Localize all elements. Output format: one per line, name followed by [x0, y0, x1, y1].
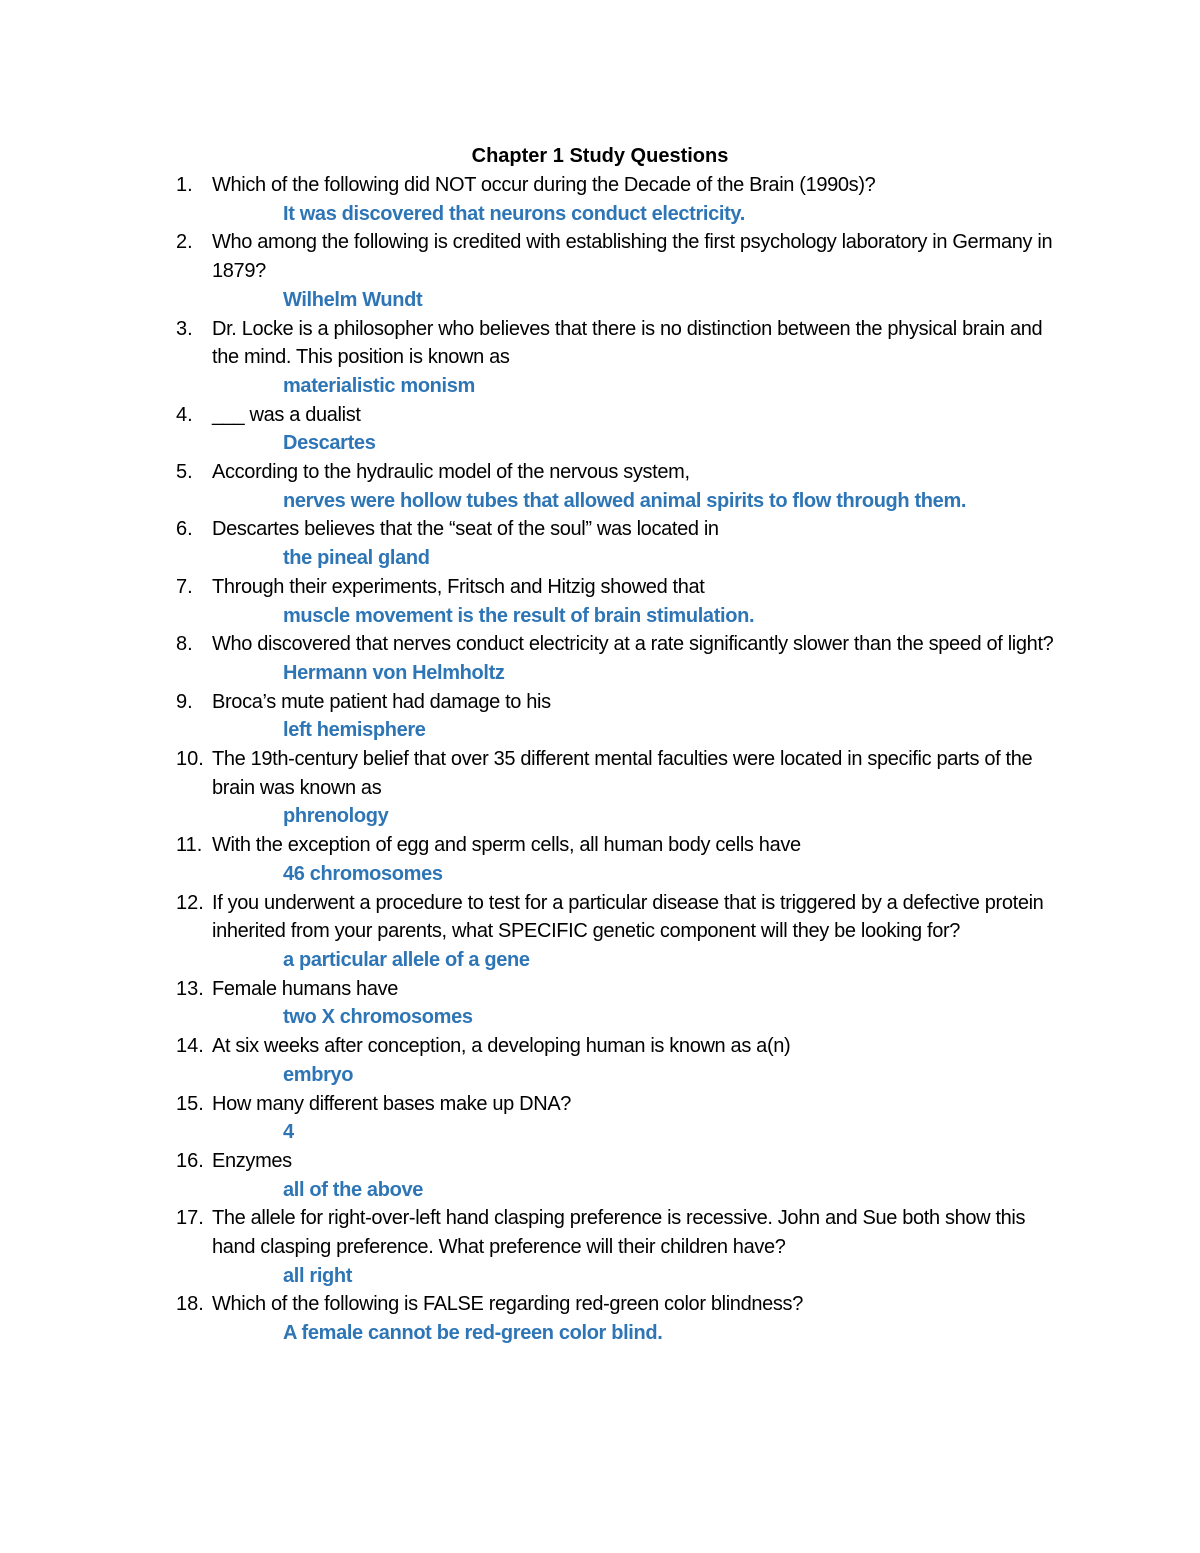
answer-text: muscle movement is the result of brain stimulation.	[283, 604, 755, 627]
answer-text: Wilhelm Wundt	[283, 288, 423, 311]
question-item	[0, 1290, 1062, 1347]
question-text: ___ was a dualist	[212, 403, 361, 426]
question-number: 7.	[176, 575, 193, 598]
question-number: 6.	[176, 518, 193, 541]
answer-text: A female cannot be red-green color blind.	[283, 1322, 663, 1345]
question-text: How many different bases make up DNA?	[212, 1092, 572, 1115]
question-item	[0, 1090, 1062, 1147]
question-item	[0, 1147, 1062, 1204]
question-number: 14.	[176, 1035, 204, 1058]
answer-text: 4	[283, 1121, 294, 1144]
question-item	[0, 573, 1062, 630]
question-item	[0, 745, 1062, 831]
question-text: The 19th-century belief that over 35 different mental faculties were located in specific parts of the brain was known as	[212, 748, 1033, 799]
question-item	[0, 688, 1062, 745]
question-item	[0, 1032, 1062, 1089]
answer-text: all of the above	[283, 1178, 423, 1201]
question-text: Broca’s mute patient had damage to his	[212, 690, 551, 713]
question-item	[0, 831, 1062, 888]
answer-text: materialistic monism	[283, 374, 475, 397]
question-item	[0, 401, 1062, 458]
question-item	[0, 630, 1062, 687]
answer-text: phrenology	[283, 805, 389, 828]
question-text: If you underwent a procedure to test for a particular disease that is triggered by a defective protein inherited from your parents, what SPECIFIC genetic component will they be looking for?	[212, 891, 1044, 943]
question-item	[0, 458, 1062, 515]
question-number: 18.	[176, 1293, 204, 1316]
question-item	[0, 315, 1062, 401]
question-text: Which of the following did NOT occur during the Decade of the Brain (1990s)?	[212, 174, 876, 196]
question-item	[0, 515, 1062, 572]
question-number: 2.	[176, 231, 193, 254]
question-text: According to the hydraulic model of the nervous system,	[212, 461, 690, 484]
question-number: 13.	[176, 977, 204, 1000]
question-number: 16.	[176, 1149, 204, 1172]
answer-text: two X chromosomes	[283, 1006, 473, 1029]
question-number: 5.	[176, 461, 193, 484]
answer-text: a particular allele of a gene	[283, 948, 530, 971]
question-item	[0, 171, 1062, 228]
question-text: Which of the following is FALSE regarding red-green color blindness?	[212, 1293, 803, 1316]
question-text: Who discovered that nerves conduct electricity at a rate significantly slower than the speed of light?	[212, 633, 1054, 656]
question-text: At six weeks after conception, a developing human is known as a(n)	[212, 1035, 791, 1058]
question-number: 8.	[176, 633, 193, 656]
answer-text: 46 chromosomes	[283, 862, 443, 885]
question-item	[0, 1204, 1062, 1290]
page-title: Chapter 1 Study Questions	[471, 145, 729, 167]
question-number: 9.	[176, 690, 193, 713]
answer-text: Descartes	[283, 432, 376, 455]
question-number: 15.	[176, 1092, 204, 1115]
answer-text: left hemisphere	[283, 719, 426, 742]
answer-text: Hermann von Helmholtz	[283, 661, 505, 684]
question-item	[0, 889, 1062, 975]
question-text: The allele for right-over-left hand clasping preference is recessive. John and Sue both show this hand clasping preference. What preference will their children have?	[212, 1207, 1026, 1259]
question-text: Descartes believes that the “seat of the soul” was located in	[212, 518, 719, 541]
answer-text: all right	[283, 1264, 353, 1287]
answer-text: embryo	[283, 1063, 354, 1086]
question-number: 4.	[176, 403, 193, 426]
question-number: 11.	[176, 834, 203, 857]
question-number: 10.	[176, 748, 204, 771]
question-text: Who among the following is credited with establishing the first psychology laboratory in Germany in 1879?	[212, 231, 1053, 283]
question-list	[0, 171, 1200, 1348]
question-text: Dr. Locke is a philosopher who believes that there is no distinction between the physical brain and the mind. This position is known as	[212, 317, 1043, 369]
question-text: With the exception of egg and sperm cells, all human body cells have	[212, 834, 801, 857]
question-number: 12.	[176, 891, 204, 914]
question-item	[0, 228, 1062, 314]
answer-text: the pineal gland	[283, 547, 430, 570]
question-item	[0, 975, 1062, 1032]
answer-text: nerves were hollow tubes that allowed animal spirits to flow through them.	[283, 489, 967, 512]
question-number: 3.	[176, 317, 193, 340]
question-text: Female humans have	[212, 977, 399, 1000]
question-text: Enzymes	[212, 1149, 292, 1172]
question-text: Through their experiments, Fritsch and Hitzig showed that	[212, 575, 705, 598]
question-number: 1.	[176, 174, 193, 196]
question-number: 17.	[176, 1207, 204, 1230]
answer-text: It was discovered that neurons conduct electricity.	[283, 202, 745, 225]
